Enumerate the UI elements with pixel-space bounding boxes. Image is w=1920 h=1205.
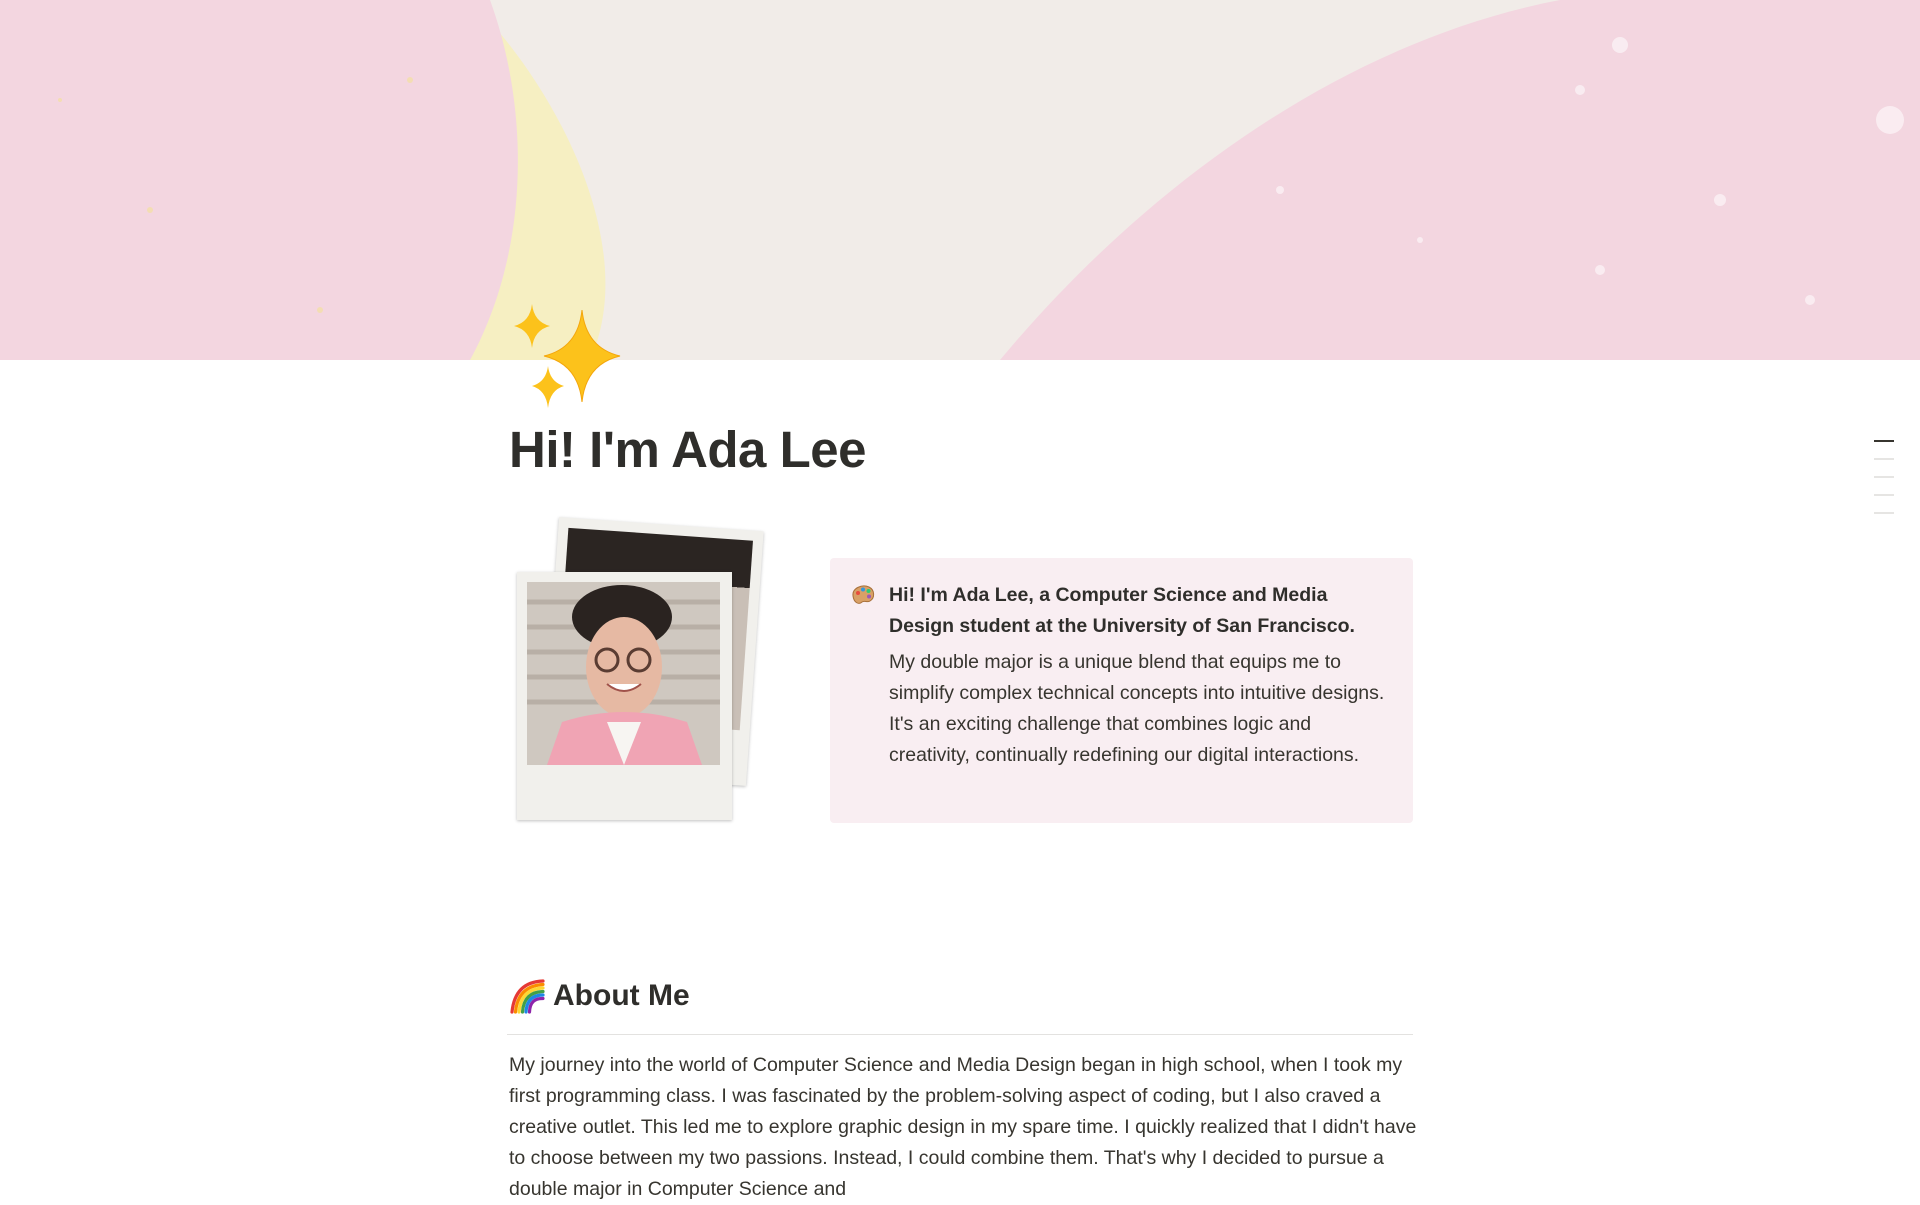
polaroid-photos xyxy=(510,520,780,830)
about-heading-text: About Me xyxy=(553,979,690,1012)
page-title[interactable]: Hi! I'm Ada Lee xyxy=(509,421,866,478)
about-paragraph[interactable]: My journey into the world of Computer Science and Media Design began in high school, when I took my first programming class. I was fascinated by the problem-solving aspect of coding, but I also craved a creative outlet. This led me to explore graphic design in my spare time. I quickly realized that I didn't have to choose between my two passions. Instead, I could combine them. That's why I decided to pursue a double major in Computer Science and xyxy=(509,1054,1417,1200)
toc-item[interactable] xyxy=(1874,458,1894,460)
callout-text[interactable] xyxy=(889,580,1394,771)
rainbow-icon xyxy=(509,978,545,1014)
about-heading[interactable] xyxy=(509,978,690,1014)
toc-item[interactable] xyxy=(1874,512,1894,514)
polaroid-front xyxy=(517,572,732,820)
toc-item[interactable] xyxy=(1874,440,1894,442)
callout-heading: Hi! I'm Ada Lee, a Computer Science and Media Design student at the University of San Francisco. xyxy=(889,584,1355,637)
callout-body: My double major is a unique blend that equips me to simplify complex technical concepts into intuitive designs. It's an exciting challenge that combines logic and creativity, continually redefining our digital interactions. xyxy=(889,651,1385,766)
sparkles-icon[interactable] xyxy=(512,300,630,412)
table-of-contents-outline[interactable] xyxy=(1874,440,1896,530)
heading-divider xyxy=(507,1034,1413,1035)
portrait-photo xyxy=(527,582,720,765)
intro-callout xyxy=(830,558,1413,823)
artist-palette-icon xyxy=(850,582,876,608)
toc-item[interactable] xyxy=(1874,494,1894,496)
cover-image xyxy=(0,0,1920,360)
toc-item[interactable] xyxy=(1874,476,1894,478)
